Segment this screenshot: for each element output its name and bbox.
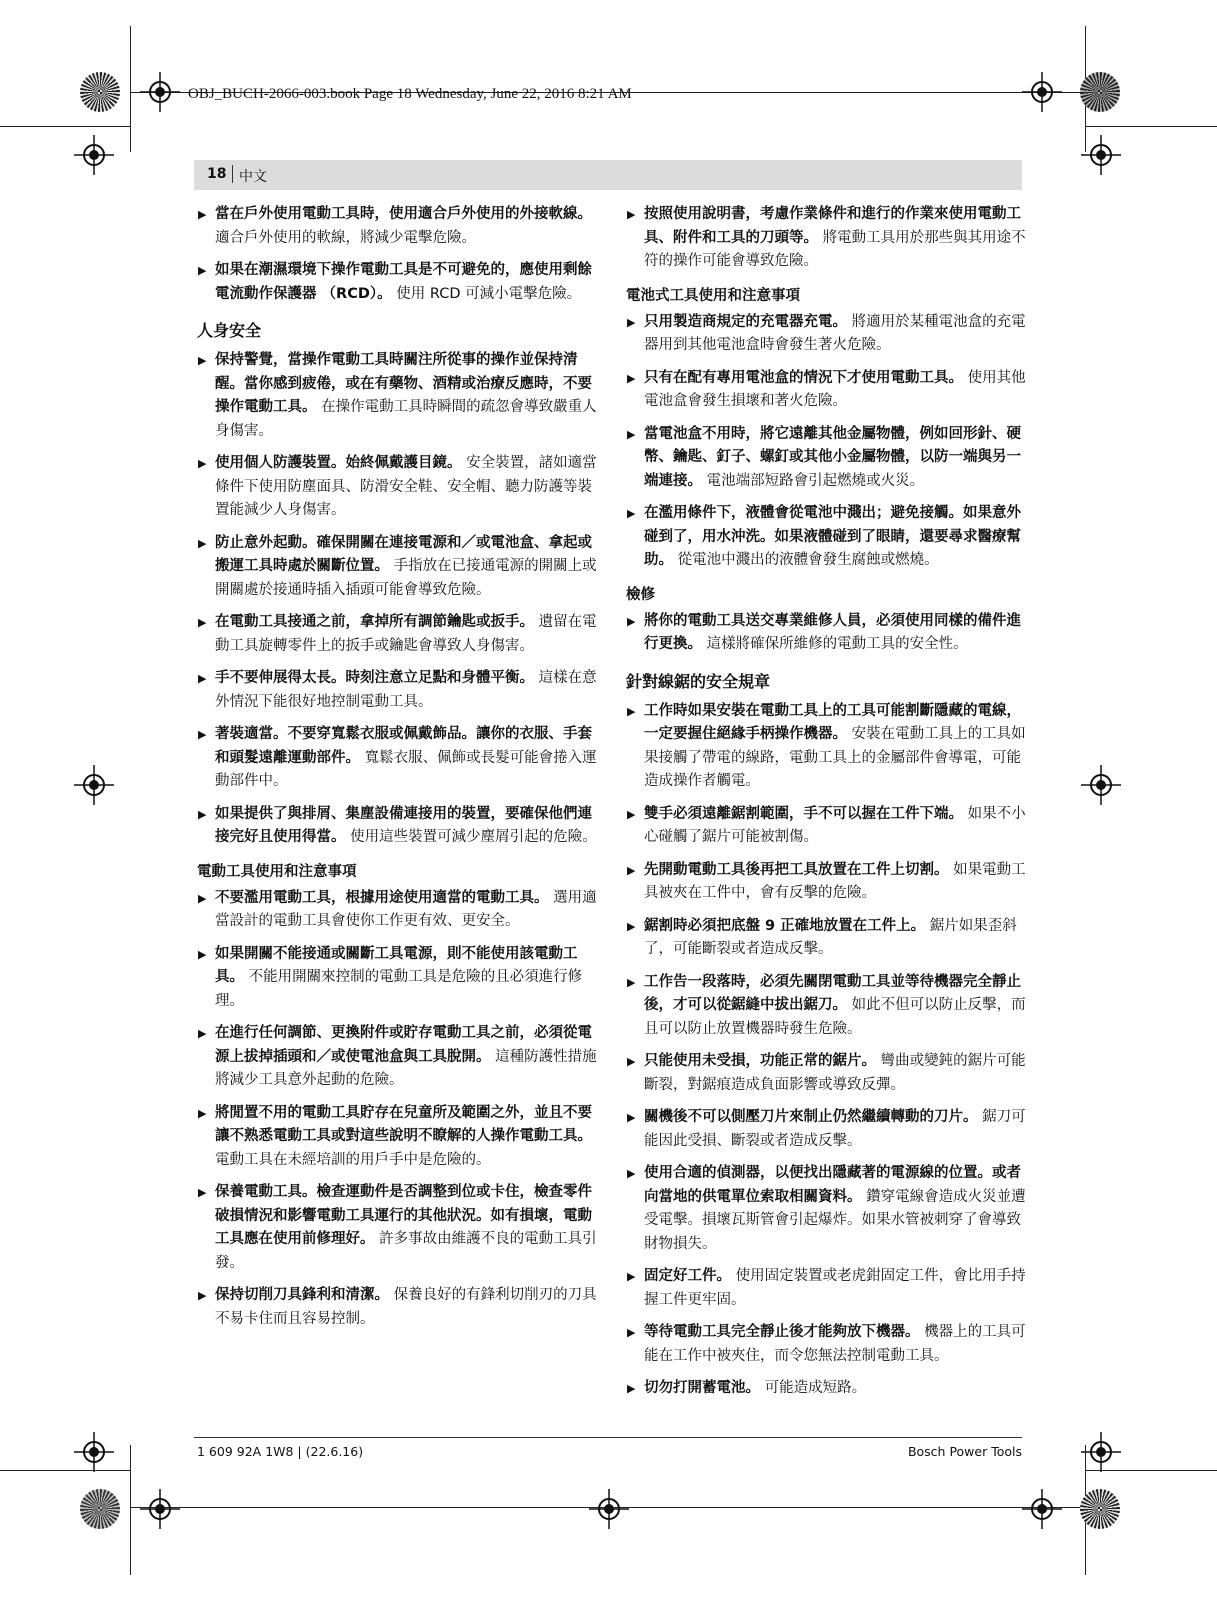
list-item <box>626 971 1026 1042</box>
bullet-icon: ▶ <box>198 1027 207 1040</box>
crop-line <box>0 126 130 127</box>
item-bold: 如果開關不能接通或關斷工具電源，則不能使用該電動工具。 <box>215 945 578 985</box>
item-text: 如果電動工具被夾在工件中，會有反擊的危險。 <box>644 861 1026 901</box>
item-text: 手指放在已接通電源的開關上或開關處於接通時插入插頭可能會導致危險。 <box>215 558 597 598</box>
item-text: 寬鬆衣服、佩飾或長髮可能會捲入運動部件中。 <box>215 749 597 789</box>
bullet-icon: ▶ <box>198 891 207 905</box>
bullet-icon: ▶ <box>198 807 207 821</box>
list-item <box>197 1022 597 1093</box>
item-bold: 在電動工具接通之前，拿掉所有調節鑰匙或扳手。 <box>215 614 534 630</box>
bullet-icon: ▶ <box>627 507 636 520</box>
list-item <box>626 1106 1026 1153</box>
brand-label: Bosch Power Tools <box>907 1444 1022 1459</box>
item-bold: 手不要伸展得太長。時刻注意立足點和身體平衡。 <box>215 670 534 686</box>
bullet-icon: ▶ <box>627 1270 636 1283</box>
item-bold: 當電池盒不用時，將它遠離其他金屬物體，例如回形針、硬幣、鑰匙、釘子、螺釘或其他小金屬物體，以防一端與另一端連接。 <box>644 425 1021 489</box>
list-item <box>626 1265 1026 1312</box>
item-bold: 只能使用未受損，功能正常的鋸片。 <box>644 1053 876 1069</box>
bullet-icon: ▶ <box>198 354 207 367</box>
color-rosette-icon <box>80 72 120 112</box>
item-bold: 工作告一段落時，必須先關閉電動工具並等待機器完全靜止後，才可以從鋸縫中拔出鋸刀。 <box>644 973 1021 1013</box>
bullet-icon: ▶ <box>627 371 636 385</box>
item-text: 彎曲或變鈍的鋸片可能斷裂，對鋸痕造成負面影響或導致反彈。 <box>644 1053 1026 1093</box>
bullet-icon: ▶ <box>627 919 636 933</box>
item-text: 使用 RCD 可減小電擊危險。 <box>396 285 582 302</box>
list-item <box>197 259 597 306</box>
item-bold: 按照使用說明書，考慮作業條件和進行的作業來使用電動工具、附件和工具的刀頭等。 <box>644 206 1021 246</box>
language-label: 中文 <box>239 169 267 185</box>
item-text: 電動工具在未經培訓的用戶手中是危險的。 <box>215 1151 491 1168</box>
registration-mark-icon <box>1081 765 1121 805</box>
item-bold: 如果在潮濕環境下操作電動工具是不可避免的，應使用剩餘電流動作保護器 （RCD）。 <box>215 262 592 302</box>
list-item <box>197 349 597 443</box>
list-item <box>197 887 597 934</box>
subsection-title: 電動工具使用和注意事項 <box>197 863 357 880</box>
bullet-icon: ▶ <box>198 208 207 221</box>
item-bold: 保持切削刀具鋒利和清潔。 <box>215 1287 389 1303</box>
registration-mark-icon <box>1022 1489 1062 1529</box>
subsection-title: 檢修 <box>626 586 655 603</box>
divider <box>232 165 233 183</box>
crop-line <box>130 26 131 152</box>
list-item <box>197 452 597 523</box>
item-bold: 關機後不可以側壓刀片來制止仍然繼續轉動的刀片。 <box>644 1109 978 1125</box>
list-item <box>626 803 1026 850</box>
item-text: 機器上的工具可能在工作中被夾住，而令您無法控制電動工具。 <box>644 1324 1026 1364</box>
item-bold: 只有在配有專用電池盒的情況下才使用電動工具。 <box>644 369 963 386</box>
list-item <box>626 1050 1026 1097</box>
item-bold: 如果提供了與排屑、集塵設備連接用的裝置，要確保他們連接完好且使用得當。 <box>215 805 592 845</box>
item-text: 電池端部短路會引起燃燒或火災。 <box>706 472 925 489</box>
item-bold: 在濫用條件下，液體會從電池中濺出；避免接觸。如果意外碰到了，用水沖洗。如果液體碰到了眼睛，還要尋求醫療幫助。 <box>644 505 1021 568</box>
bullet-icon: ▶ <box>627 614 636 628</box>
list-item <box>197 203 597 250</box>
bullet-icon: ▶ <box>198 1106 207 1120</box>
list-item <box>626 1321 1026 1368</box>
list-item <box>626 700 1026 794</box>
right-column <box>626 203 1026 1410</box>
item-text: 遺留在電動工具旋轉零件上的扳手或鑰匙會導致人身傷害。 <box>215 614 597 654</box>
registration-mark-icon <box>74 765 114 805</box>
list-item <box>626 311 1026 358</box>
color-rosette-icon <box>80 1489 120 1529</box>
item-text: 使用固定裝置或老虎鉗固定工件，會比用手持握工件更牢固。 <box>644 1268 1026 1308</box>
item-bold: 防止意外起動。確保開關在連接電源和／或電池盒、拿起或搬運工具時處於關斷位置。 <box>215 534 592 574</box>
list-item <box>626 502 1026 573</box>
registration-mark-icon <box>140 72 180 112</box>
bullet-icon: ▶ <box>198 1186 207 1199</box>
subsection-title: 電池式工具使用和注意事項 <box>626 287 800 304</box>
list-item <box>197 667 597 714</box>
list-item <box>626 1162 1026 1256</box>
list-item <box>197 611 597 658</box>
item-bold: 將閒置不用的電動工具貯存在兒童所及範圍之外，並且不要讓不熟悉電動工具或對這些說明不瞭解的人操作電動工具。 <box>215 1104 592 1144</box>
bullet-icon: ▶ <box>627 1055 636 1068</box>
item-bold: 雙手必須遠離鋸割範圍，手不可以握在工件下端。 <box>644 805 963 822</box>
item-text: 鋸刀可能因此受損、斷裂或者造成反擊。 <box>644 1109 1026 1149</box>
item-text: 許多事故由維護不良的電動工具引發。 <box>215 1231 597 1271</box>
bullet-icon: ▶ <box>627 704 636 718</box>
bullet-icon: ▶ <box>198 264 207 277</box>
section-title: 人身安全 <box>197 321 262 340</box>
color-rosette-icon <box>1080 72 1120 112</box>
item-bold: 著裝適當。不要穿寬鬆衣服或佩戴飾品。讓你的衣服、手套和頭髮遠離運動部件。 <box>215 726 592 766</box>
list-item <box>197 943 597 1014</box>
item-bold: 使用合適的偵測器，以便找出隱藏著的電源線的位置。或者向當地的供電單位索取相關資料。 <box>644 1165 1021 1205</box>
item-text: 適合戶外使用的軟線，將減少電擊危險。 <box>215 229 476 246</box>
item-text: 安裝在電動工具上的工具如果接觸了帶電的線路，電動工具上的金屬部件會導電，可能造成操作者觸電。 <box>644 726 1026 789</box>
item-bold: 保持警覺，當操作電動工具時關注所從事的操作並保持清醒。當你感到疲倦，或在有藥物、酒精或治療反應時，不要操作電動工具。 <box>215 352 592 415</box>
bullet-icon: ▶ <box>627 1111 636 1124</box>
item-bold: 將你的電動工具送交專業維修人員，必須使用同樣的備件進行更換。 <box>644 612 1021 652</box>
bullet-icon: ▶ <box>627 807 636 821</box>
item-bold: 等待電動工具完全靜止後才能夠放下機器。 <box>644 1324 920 1340</box>
item-text: 使用其他電池盒會發生損壞和著火危險。 <box>644 369 1026 409</box>
item-text: 使用這些裝置可減少塵屑引起的危險。 <box>350 829 597 845</box>
doc-code: 1 609 92A 1W8 | (22.6.16) <box>197 1444 364 1459</box>
list-item <box>626 915 1026 962</box>
item-text: 鑽穿電線會造成火災並遭受電擊。損壞瓦斯管會引起爆炸。如果水管被刺穿了會導致財物損失。 <box>644 1188 1026 1252</box>
item-bold: 先開動電動工具後再把工具放置在工件上切割。 <box>644 861 949 878</box>
item-text: 將適用於某種電池盒的充電器用到其他電池盒時會發生著火危險。 <box>644 313 1026 353</box>
item-text: 可能造成短路。 <box>764 1380 867 1396</box>
bullet-icon: ▶ <box>627 427 636 441</box>
item-text: 這樣在意外情況下能很好地控制電動工具。 <box>215 670 597 710</box>
item-text: 這種防護性措施將減少工具意外起動的危險。 <box>215 1048 597 1088</box>
item-bold: 鋸割時必須把底盤 9 正確地放置在工件上。 <box>644 917 926 934</box>
footer-divider <box>194 1437 1022 1438</box>
item-bold: 在進行任何調節、更換附件或貯存電動工具之前，必須從電源上拔掉插頭和／或使電池盒與工具脫開。 <box>215 1025 592 1065</box>
list-item <box>197 1102 597 1173</box>
list-item <box>626 367 1026 414</box>
bullet-icon: ▶ <box>627 315 636 329</box>
bullet-icon: ▶ <box>627 1326 636 1339</box>
item-bold: 使用個人防護裝置。始終佩戴護目鏡。 <box>215 455 462 471</box>
color-rosette-icon <box>1080 1489 1120 1529</box>
item-bold: 切勿打開蓄電池。 <box>644 1380 760 1396</box>
item-text: 安全裝置，諸如適當條件下使用防塵面具、防滑安全鞋、安全帽、聽力防護等裝置能減少人身傷害。 <box>215 455 597 518</box>
left-column <box>197 203 597 1340</box>
item-bold: 只用製造商規定的充電器充電。 <box>644 313 847 330</box>
page-number: 18 <box>207 166 227 182</box>
bullet-icon: ▶ <box>198 457 207 470</box>
print-slug: OBJ_BUCH-2066-003.book Page 18 Wednesday, June 22, 2016 8:21 AM <box>188 86 632 102</box>
section-title: 針對線鋸的安全規章 <box>626 671 771 691</box>
item-text: 保養良好的有鋒利切削刃的刀具不易卡住而且容易控制。 <box>215 1287 597 1327</box>
item-bold: 工作時如果安裝在電動工具上的工具可能割斷隱藏的電線，一定要握住絕緣手柄操作機器。 <box>644 702 1021 742</box>
item-bold: 當在戶外使用電動工具時，使用適合戶外使用的外接軟線。 <box>215 206 592 222</box>
list-item <box>197 1181 597 1275</box>
item-bold: 不要濫用電動工具，根據用途使用適當的電動工具。 <box>215 889 549 906</box>
registration-mark-icon <box>74 135 114 175</box>
item-text: 如此不但可以防止反擊，而且可以防止放置機器時發生危險。 <box>644 997 1026 1037</box>
list-item <box>626 423 1026 494</box>
registration-mark-icon <box>1081 1432 1121 1472</box>
list-item <box>197 532 597 603</box>
bullet-icon: ▶ <box>198 536 207 550</box>
bullet-icon: ▶ <box>198 728 207 741</box>
item-text: 如果不小心碰觸了鋸片可能被割傷。 <box>644 805 1026 845</box>
crop-line <box>1085 126 1217 127</box>
registration-mark-icon <box>1022 72 1062 112</box>
list-item <box>197 803 597 850</box>
item-text: 這樣將確保所維修的電動工具的安全性。 <box>706 636 968 652</box>
list-item <box>626 610 1026 657</box>
bullet-icon: ▶ <box>198 616 207 629</box>
bullet-icon: ▶ <box>627 863 636 877</box>
page-header <box>194 160 1022 190</box>
item-text: 不能用開關來控制的電動工具是危險的且必須進行修理。 <box>215 969 583 1009</box>
registration-mark-icon <box>1081 135 1121 175</box>
list-item <box>626 203 1026 274</box>
item-text: 鋸片如果歪斜了，可能斷裂或者造成反擊。 <box>644 917 1017 957</box>
item-text: 選用適當設計的電動工具會使你工作更有效、更安全。 <box>215 889 597 929</box>
registration-mark-icon <box>589 1489 629 1529</box>
crop-line <box>130 1445 131 1575</box>
bullet-icon: ▶ <box>627 1167 636 1180</box>
item-text: 從電池中濺出的液體會發生腐蝕或燃燒。 <box>677 552 939 568</box>
bullet-icon: ▶ <box>198 672 207 685</box>
list-item <box>197 1284 597 1331</box>
bullet-icon: ▶ <box>198 947 207 961</box>
item-bold: 固定好工件。 <box>644 1268 731 1284</box>
item-text: 將電動工具用於那些與其用途不符的操作可能會導致危險。 <box>644 229 1026 269</box>
bullet-icon: ▶ <box>627 208 636 221</box>
registration-mark-icon <box>74 1432 114 1472</box>
list-item <box>626 859 1026 906</box>
bullet-icon: ▶ <box>198 1289 207 1302</box>
item-text: 在操作電動工具時瞬間的疏忽會導致嚴重人身傷害。 <box>215 399 597 439</box>
list-item <box>626 1377 1026 1401</box>
registration-mark-icon <box>140 1489 180 1529</box>
item-bold: 保養電動工具。檢查運動件是否調整到位或卡住，檢查零件破損情況和影響電動工具運行的其他狀況。如有損壞，電動工具應在使用前修理好。 <box>215 1184 592 1247</box>
list-item <box>197 723 597 794</box>
bullet-icon: ▶ <box>627 975 636 989</box>
bullet-icon: ▶ <box>627 1382 636 1395</box>
